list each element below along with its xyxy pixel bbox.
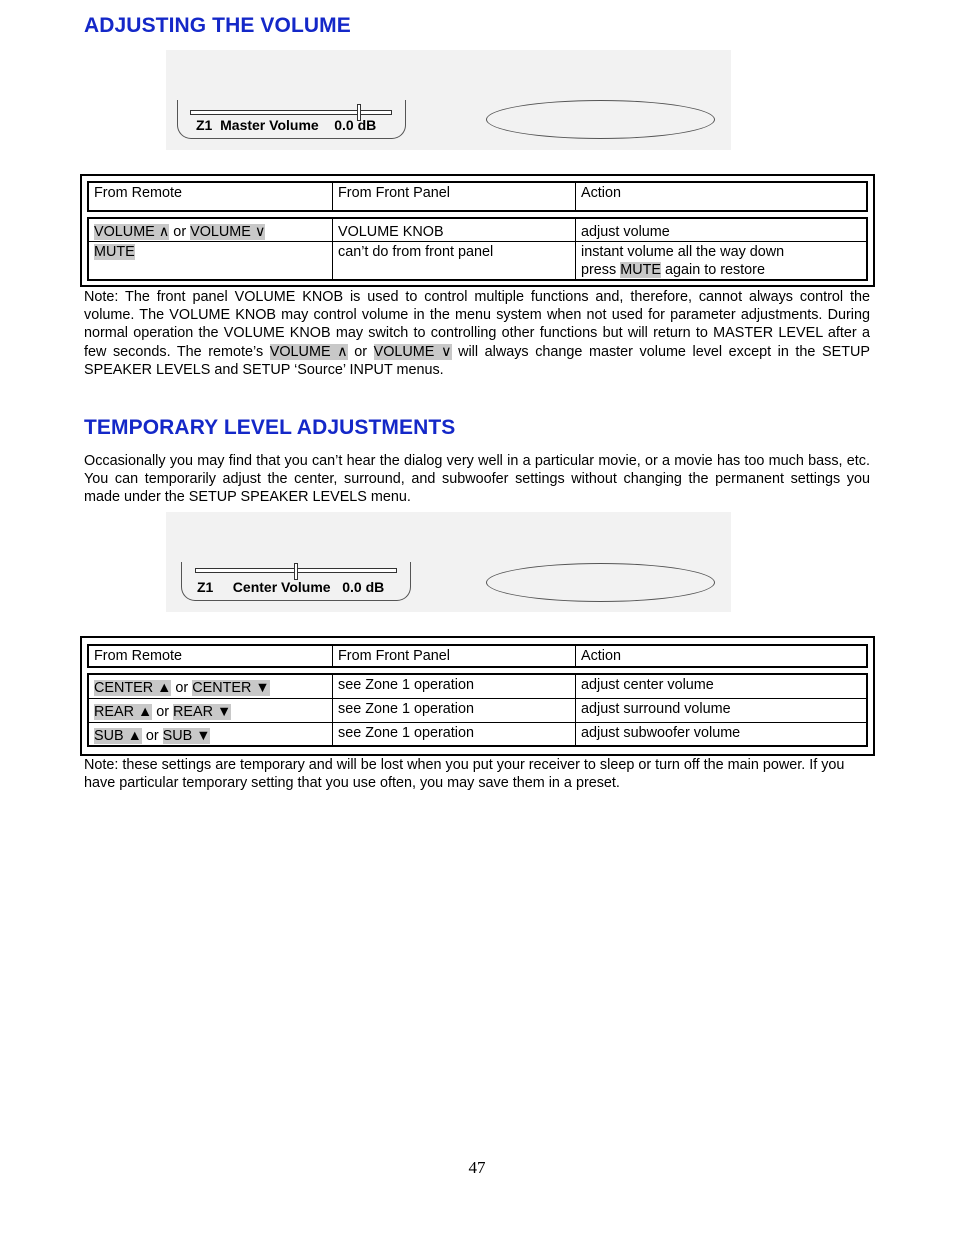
action-cell: adjust volume <box>576 218 868 242</box>
lcd-readout <box>197 579 384 595</box>
remote-cell <box>88 698 333 722</box>
table-row <box>88 722 867 746</box>
display-panel-master <box>166 50 731 150</box>
panel-cell: see Zone 1 operation <box>333 698 576 722</box>
table-row <box>88 674 867 698</box>
panel-cell: see Zone 1 operation <box>333 722 576 746</box>
or-text: or <box>152 703 174 720</box>
channel-label: Master Volume <box>220 117 319 133</box>
table-row <box>88 242 867 281</box>
volume-slider-thumb <box>294 563 298 580</box>
remote-key: VOLUME ∧ <box>94 224 170 240</box>
temporary-intro: Occasionally you may find that you can’t hear the dialog very well in a particular movie, or a movie has too much bass, etc. You can temporarily adjust the center, surround, and subwoofer settings without changing the permanent settings you made under the SETUP SPEAKER LEVELS menu. <box>84 453 870 506</box>
remote-key: VOLUME ∧ <box>269 343 348 360</box>
channel-label: Center Volume <box>232 579 331 595</box>
volume-note <box>84 288 870 379</box>
or-text: or <box>169 224 191 240</box>
remote-key: SUB ▼ <box>162 727 211 744</box>
or-text: or <box>171 680 193 696</box>
remote-key: SUB ▲ <box>94 727 142 744</box>
action-cell: adjust center volume <box>576 674 868 698</box>
header-action: Action <box>576 645 868 667</box>
remote-cell <box>88 242 333 281</box>
action-text: again to restore <box>660 262 765 278</box>
remote-key: CENTER ▼ <box>192 680 270 696</box>
remote-key: VOLUME ∨ <box>373 343 452 360</box>
level-value: 0.0 dB <box>342 579 385 595</box>
lcd-display <box>181 562 411 601</box>
panel-cell: can’t do from front panel <box>333 242 576 281</box>
zone-label: Z1 <box>197 579 214 595</box>
header-action: Action <box>576 182 868 211</box>
remote-cell <box>88 218 333 242</box>
action-cell: adjust subwoofer volume <box>576 722 868 746</box>
header-from-remote: From Remote <box>88 182 333 211</box>
note-text: will always change master volume level except in the SETUP SPEAKER LEVELS and SETUP ‘Source’ INPUT menus. <box>84 343 870 378</box>
action-text: press <box>581 262 621 278</box>
table-header <box>87 181 868 212</box>
temporary-note: Note: these settings are temporary and will be lost when you put your receiver to sleep or turn off the main power. If you have particular temporary setting that you use often, you may save them in a preset. <box>84 757 845 792</box>
table-row <box>88 698 867 722</box>
remote-cell <box>88 674 333 698</box>
volume-knob-display <box>486 100 715 139</box>
remote-key: MUTE <box>94 244 135 260</box>
table-body <box>87 673 868 747</box>
volume-controls-table <box>80 174 875 287</box>
note-text: Note: The front panel VOLUME KNOB is used to control multiple functions and, therefore, cannot always control the volume. The VOLUME KNOB may control volume in the menu system when not used for parameter adjustments. During normal operation the VOLUME KNOB may switch to controlling other functions but will return to MASTER LEVEL after a few seconds. The remote’s <box>84 289 870 360</box>
level-value: 0.0 dB <box>334 117 377 133</box>
panel-cell: VOLUME KNOB <box>333 218 576 242</box>
action-line: instant volume all the way down <box>581 244 785 260</box>
remote-key: CENTER ▲ <box>94 680 172 696</box>
remote-key: MUTE <box>620 262 661 278</box>
lcd-readout <box>196 117 376 133</box>
table-header <box>87 644 868 668</box>
section-heading-volume: ADJUSTING THE VOLUME <box>84 14 351 37</box>
header-from-front-panel: From Front Panel <box>333 182 576 211</box>
action-line <box>581 261 861 279</box>
header-from-remote: From Remote <box>88 645 333 667</box>
page-number: 47 <box>468 1158 486 1177</box>
note-text: or <box>347 343 374 360</box>
remote-key: VOLUME ∨ <box>190 224 266 240</box>
remote-key: REAR ▲ <box>94 703 153 720</box>
action-cell: adjust surround volume <box>576 698 868 722</box>
display-panel-center <box>166 512 731 612</box>
remote-cell <box>88 722 333 746</box>
table-body <box>87 217 868 281</box>
action-cell <box>576 242 868 281</box>
header-from-front-panel: From Front Panel <box>333 645 576 667</box>
zone-label: Z1 <box>196 117 213 133</box>
remote-key: REAR ▼ <box>173 703 232 720</box>
temporary-controls-table <box>80 636 875 756</box>
volume-knob-display <box>486 563 715 602</box>
table-row <box>88 218 867 242</box>
section-heading-temporary: TEMPORARY LEVEL ADJUSTMENTS <box>84 416 456 439</box>
or-text: or <box>141 727 163 744</box>
panel-cell: see Zone 1 operation <box>333 674 576 698</box>
lcd-display <box>177 100 406 139</box>
volume-slider-track <box>190 110 392 115</box>
